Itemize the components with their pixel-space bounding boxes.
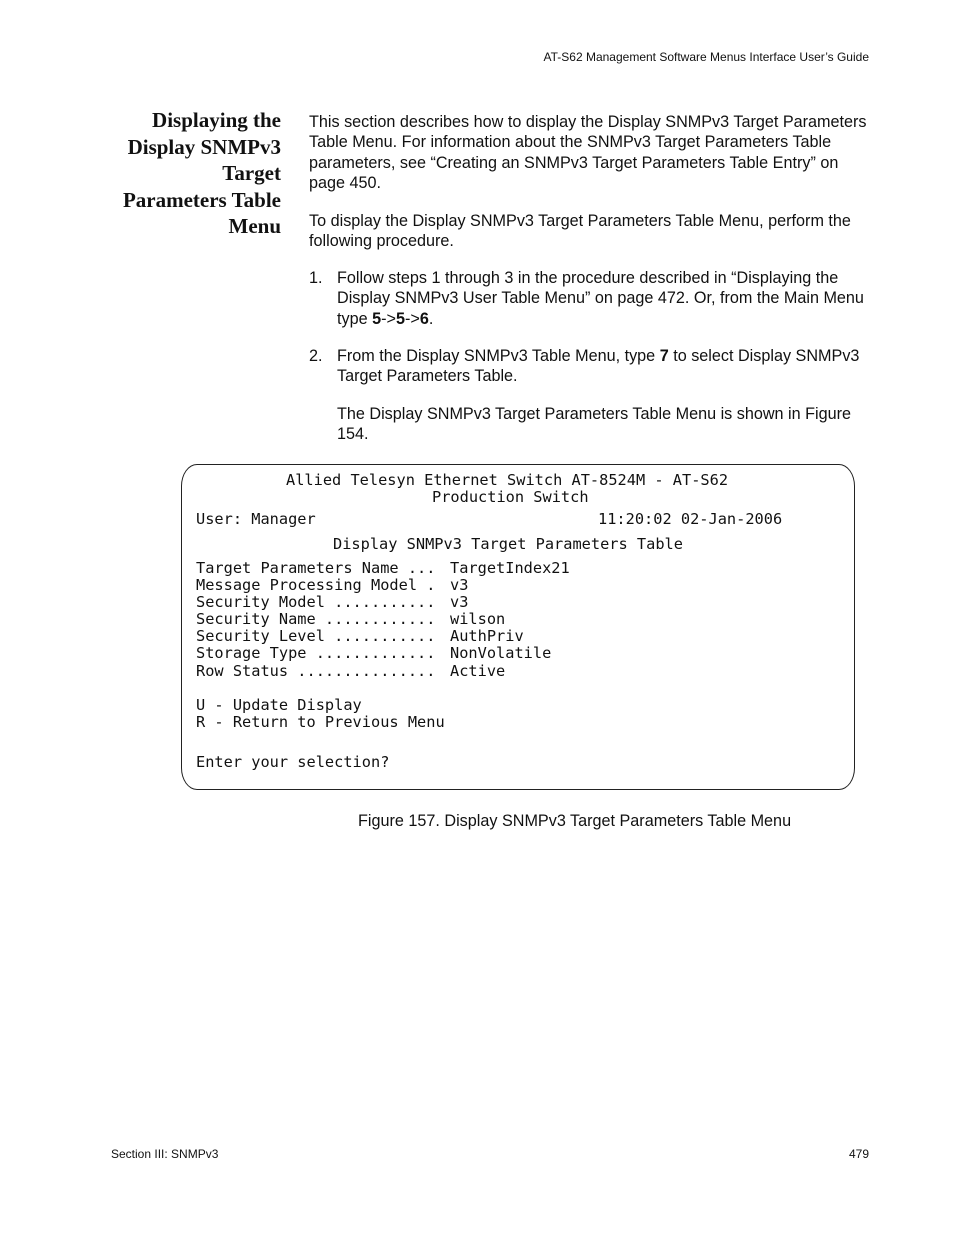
menu-key: 6 (419, 309, 429, 328)
field-label: Security Name ............ (196, 610, 436, 628)
menu-option-update: U - Update Display (196, 696, 362, 714)
heading-line: Display SNMPv3 (127, 134, 281, 159)
step-number: 2. (309, 347, 323, 365)
screen-title: Allied Telesyn Ethernet Switch AT-8524M - AT-S62 (286, 471, 729, 489)
figure-caption: Figure 157. Display SNMPv3 Target Parameters Table Menu (358, 812, 792, 830)
field-label: Row Status ............... (196, 662, 436, 680)
field-value: v3 (450, 593, 469, 611)
footer-section: Section III: SNMPv3 (111, 1147, 219, 1161)
menu-key: 7 (659, 347, 669, 365)
intro-paragraph: This section describes how to display the Display SNMPv3 Target Parameters Table Menu. For information about the SNMPv3 Target Parameters Table parameters, see “Creating an SNMPv3 Target Parameters Table Entry” on page 450. (309, 113, 867, 193)
field-value: Active (450, 662, 506, 680)
field-label: Target Parameters Name ... (196, 559, 436, 577)
screen-subtitle: Production Switch (432, 488, 589, 506)
section-heading (100, 107, 281, 240)
page-number: 479 (848, 1147, 869, 1161)
field-value: AuthPriv (450, 627, 524, 645)
terminal-screen (181, 464, 855, 790)
heading-line: Menu (228, 214, 281, 238)
menu-key: 5 (372, 309, 382, 328)
step-text: From the Display SNMPv3 Table Menu, type 7 to select Display SNMPv3 Target Parameters Table. (337, 347, 860, 386)
step-number: 1. (309, 269, 323, 287)
selection-prompt: Enter your selection? (196, 753, 390, 771)
heading-line: Displaying the (152, 108, 281, 132)
field-value: wilson (450, 610, 506, 628)
screen-table-title: Display SNMPv3 Target Parameters Table (333, 535, 683, 553)
field-label: Message Processing Model . (196, 576, 436, 594)
heading-line: Target (222, 161, 281, 185)
heading-line: Parameters Table (122, 187, 281, 212)
screen-user: User: Manager (196, 510, 316, 528)
step-text: Follow steps 1 through 3 in the procedure described in “Displaying the Display SNMPv3 User Table Menu” on page 472. Or, from the Main Menu type 5->5->6. (337, 269, 864, 328)
instruction-paragraph: To display the Display SNMPv3 Target Parameters Table Menu, perform the following procedure. (309, 212, 851, 251)
field-value: TargetIndex21 (450, 559, 570, 577)
running-header: AT-S62 Management Software Menus Interface User’s Guide (543, 50, 869, 64)
field-label: Security Model ........... (196, 593, 436, 611)
field-value: v3 (450, 576, 469, 594)
menu-option-return: R - Return to Previous Menu (196, 713, 445, 731)
field-label: Security Level ........... (196, 627, 436, 645)
step-followup-text: The Display SNMPv3 Target Parameters Table Menu is shown in Figure 154. (337, 405, 852, 444)
menu-key: 5 (395, 309, 405, 328)
screen-timestamp: 11:20:02 02-Jan-2006 (598, 510, 783, 528)
field-value: NonVolatile (450, 644, 552, 662)
field-label: Storage Type ............. (196, 644, 436, 662)
